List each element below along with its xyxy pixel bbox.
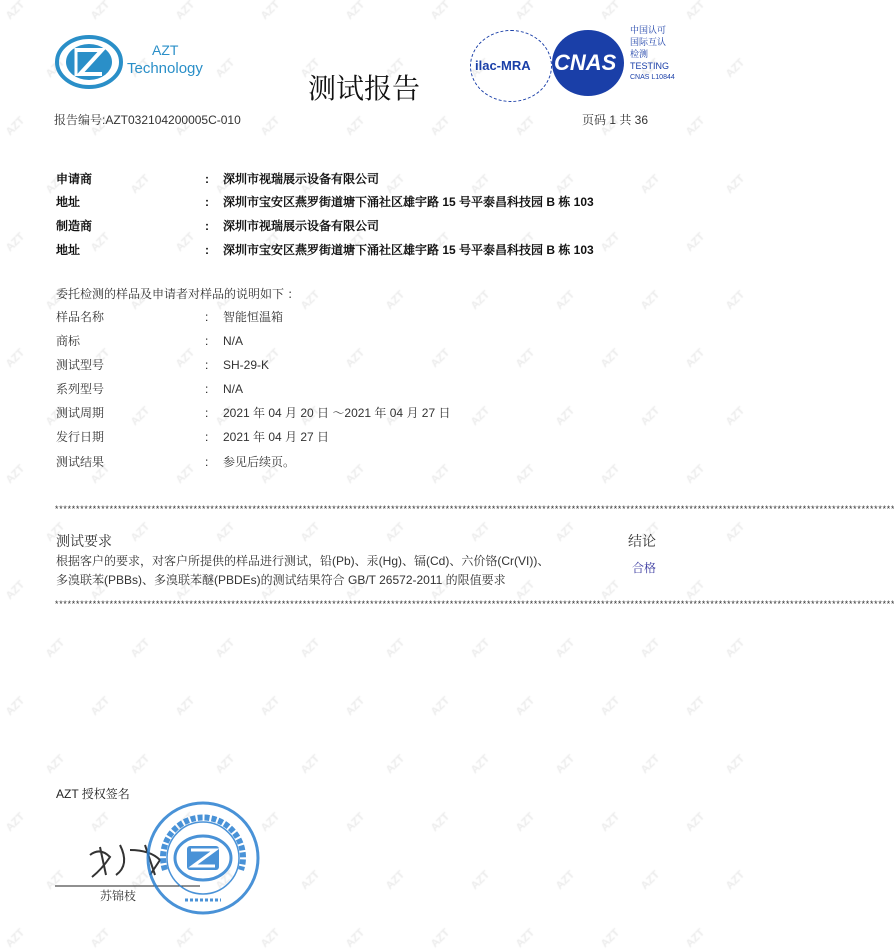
cnas-caption-line: 国际互认 — [630, 37, 667, 47]
colon: : — [205, 455, 209, 469]
divider-stars: ******************************************************************************************************************************************************************************************************** — [54, 505, 894, 515]
party-value: 深圳市宝安区燕罗街道塘下涌社区雄宇路 15 号平泰昌科技园 B 栋 103 — [223, 243, 594, 257]
sample-value: 2021 年 04 月 20 日 ～2021 年 04 月 27 日 — [223, 406, 451, 420]
divider-stars: ******************************************************************************************************************************************************************************************************** — [54, 600, 894, 610]
colon: : — [205, 219, 209, 233]
colon: : — [205, 310, 209, 324]
conclusion-title: 结论 — [628, 533, 656, 549]
colon: : — [205, 406, 209, 420]
requirement-line-1: 根据客户的要求，对客户所提供的样品进行测试，铅(Pb)、汞(Hg)、镉(Cd)、六价铬(Cr(VI))、 — [56, 554, 550, 568]
sample-label: 测试结果 — [56, 455, 105, 469]
logo-text-azt: AZT — [152, 42, 179, 58]
sample-label: 测试周期 — [56, 406, 105, 420]
sample-value: N/A — [223, 382, 244, 396]
colon: : — [205, 172, 209, 186]
colon: : — [205, 382, 209, 396]
sample-label: 系列型号 — [56, 382, 105, 396]
ilac-text: ilac-MRA — [475, 58, 531, 73]
ilac-mra-logo — [470, 30, 552, 102]
sample-intro: 委托检测的样品及申请者对样品的说明如下 ： — [56, 287, 300, 301]
page-number: 页码 1 共 36 — [582, 113, 649, 127]
cnas-caption-line: TESTING — [630, 61, 670, 71]
sample-label: 测试型号 — [56, 358, 105, 372]
company-seal-stamp — [145, 800, 261, 916]
sample-label: 商标 — [56, 334, 81, 348]
colon: : — [205, 195, 209, 209]
signature-label: AZT 授权签名 — [56, 787, 130, 801]
sample-label: 样品名称 — [56, 310, 105, 324]
requirement-line-2: 多溴联苯(PBBs)、多溴联苯醚(PBDEs)的测试结果符合 GB/T 26572-2011 的限值要求 — [56, 573, 506, 587]
cnas-text: CNAS — [554, 50, 617, 75]
colon: : — [205, 243, 209, 257]
sample-value: 2021 年 04 月 27 日 — [223, 430, 330, 444]
requirement-title: 测试要求 — [56, 533, 112, 549]
sample-value: 智能恒温箱 — [223, 310, 284, 324]
sample-value: N/A — [223, 334, 244, 348]
cnas-caption — [630, 24, 690, 84]
signer-name: 苏锦枝 — [100, 889, 137, 903]
cnas-code: CNAS L10844 — [630, 74, 675, 81]
colon: : — [205, 430, 209, 444]
conclusion-value: 合格 — [632, 561, 657, 575]
party-label: 地址 — [56, 243, 81, 257]
party-label: 申请商 — [56, 172, 93, 186]
party-value: 深圳市宝安区燕罗街道塘下涌社区雄宇路 15 号平泰昌科技园 B 栋 103 — [223, 195, 594, 209]
party-label: 地址 — [56, 195, 81, 209]
sample-label: 发行日期 — [56, 430, 105, 444]
sample-value: SH-29-K — [223, 358, 270, 372]
report-number: 报告编号:AZT032104200005C-010 — [54, 113, 241, 127]
azt-logo-icon — [54, 34, 124, 90]
colon: : — [205, 334, 209, 348]
sample-value: 参见后续页。 — [223, 455, 296, 469]
page-title: 测试报告 — [308, 72, 421, 105]
party-value: 深圳市视瑞展示设备有限公司 — [223, 172, 380, 186]
cnas-caption-line: 中国认可 — [630, 25, 667, 35]
party-value: 深圳市视瑞展示设备有限公司 — [223, 219, 380, 233]
logo-text-technology: Technology — [127, 60, 203, 77]
party-label: 制造商 — [56, 219, 93, 233]
colon: : — [205, 358, 209, 372]
cnas-caption-line: 检测 — [630, 49, 649, 59]
cnas-logo — [552, 30, 624, 96]
